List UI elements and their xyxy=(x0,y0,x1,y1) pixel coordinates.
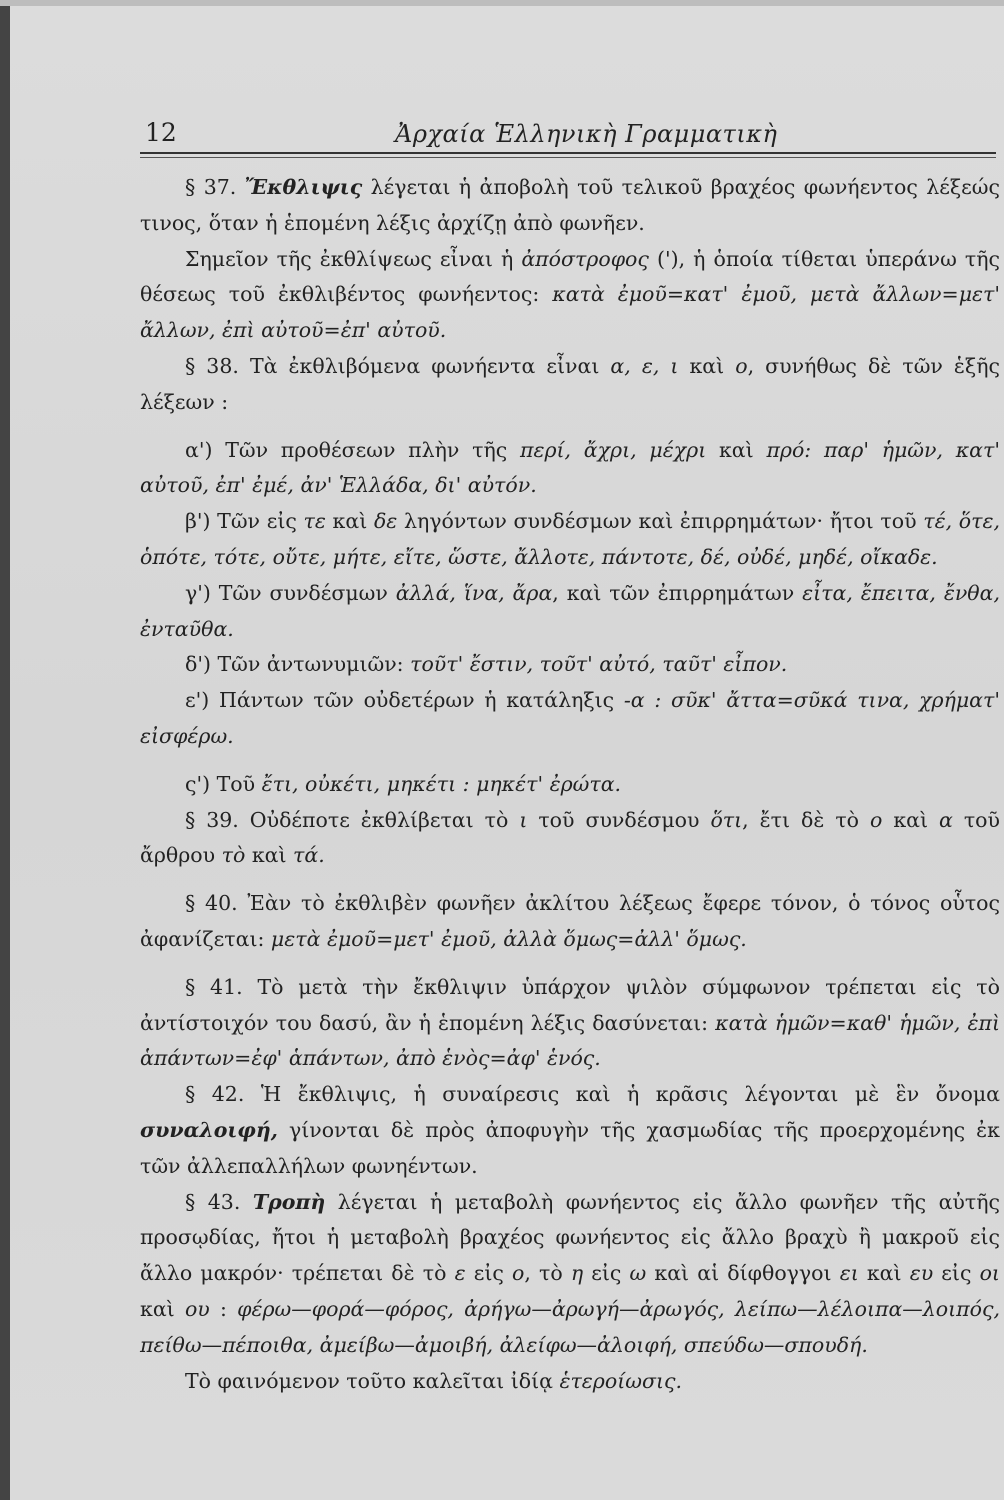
page-body xyxy=(140,170,1000,1399)
header-rule-thin xyxy=(140,157,996,158)
text-run: εἰς xyxy=(583,1261,630,1286)
paragraph-s38 xyxy=(140,349,1000,421)
text-run: καὶ xyxy=(325,509,374,534)
text-run: τοῦτ' ἔστιν, τοῦτ' αὐτό, ταῦτ' εἶπον. xyxy=(410,652,788,677)
text-run: τε xyxy=(303,509,326,534)
paragraph-s38e xyxy=(140,683,1000,755)
text-run: ληγόντων συνδέσμων καὶ ἐπιρρημάτων· ἤτοι τοῦ xyxy=(397,509,924,534)
text-run: § 40. Ἐὰν τὸ ἐκθλιβὲν φωνῆεν ἀκλίτου λέξεως ἔφερε τόνον, ὁ τόνος οὗτος ἀφανίζεται: xyxy=(140,891,1000,951)
text-run: ἔτι, οὐκέτι, μηκέτι : μηκέτ' ἐρώτα. xyxy=(261,771,622,796)
text-run: κατὰ ἡμῶν=καθ' ἡμῶν, ἐπὶ ἁπάντων=ἐφ' ἁπάντων, ἀπὸ ἑνὸς=ἀφ' ἑνός. xyxy=(140,1010,1000,1071)
paragraph-s38f xyxy=(140,767,1000,803)
text-run: ο xyxy=(735,353,748,378)
paragraph-s38c xyxy=(140,576,1000,648)
paragraph-s38d xyxy=(140,647,1000,683)
text-run: φέρω—φορά—φόρος, ἀρήγω—ἀρωγή—ἀρωγός, λείπω—λέλοιπα—λοιπός, πείθω—πέποιθα, ἀμείβω—ἀμοιβή, ἀλείφω—ἀλοιφή, σπεύδω—σπουδή. xyxy=(140,1296,1000,1357)
text-run: εἶτα, ἔπειτα, ἔνθα, ἐνταῦθα. xyxy=(140,580,1000,641)
text-run: κατὰ ἐμοῦ=κατ' ἐμοῦ, μετὰ ἄλλων=μετ' ἄλλων, ἐπὶ αὐτοῦ=ἐπ' αὐτοῦ. xyxy=(140,282,1000,343)
paragraph-s42 xyxy=(140,1077,1000,1184)
text-run: ς') Τοῦ xyxy=(185,771,262,796)
page-header xyxy=(140,118,996,152)
text-run: § 39. Οὐδέποτε ἐκθλίβεται τὸ xyxy=(185,807,520,832)
text-run: ευ xyxy=(909,1261,934,1286)
text-run: β') Τῶν εἰς xyxy=(185,509,304,534)
paragraph-s43 xyxy=(140,1185,1000,1364)
paragraph-s41 xyxy=(140,970,1000,1077)
text-run: δε xyxy=(373,509,398,534)
text-run: α xyxy=(939,807,953,832)
text-run: οι xyxy=(979,1261,1000,1286)
text-run: ω xyxy=(629,1261,647,1286)
text-run: ('), ἡ ὁποία τίθεται ὑπεράνω τῆς θέσεως τοῦ ἐκθλιβέντος φωνήεντος: xyxy=(140,246,1000,307)
page-number: 12 xyxy=(145,118,177,147)
text-run: , ἔτι δὲ τὸ xyxy=(742,807,871,832)
text-run: μετὰ ἐμοῦ=μετ' ἐμοῦ, ἀλλὰ ὅμως=ἀλλ' ὅμως. xyxy=(270,926,747,951)
paragraph-s43b xyxy=(140,1364,1000,1400)
text-run: , συνήθως δὲ τῶν ἑξῆς λέξεων : xyxy=(140,353,1000,414)
text-run: § 37. xyxy=(185,175,245,199)
paragraph-s37b xyxy=(140,242,1000,349)
text-run: ἀπόστροφος xyxy=(521,246,649,271)
text-run: , τὸ xyxy=(524,1261,571,1286)
text-run: ει xyxy=(839,1261,859,1286)
text-run: α, ε, ι xyxy=(610,353,679,378)
text-run: εἰς xyxy=(465,1261,512,1286)
text-run: δ') Τῶν ἀντωνυμιῶν: xyxy=(185,652,411,677)
text-run: § 43. xyxy=(185,1189,253,1214)
text-run: ο xyxy=(870,807,883,832)
text-run: § 42. Ἡ ἔκθλιψις, ἡ συναίρεσις καὶ ἡ κρᾶσις λέγονται μὲ ἓν ὄνομα xyxy=(185,1082,1000,1107)
text-run: ου xyxy=(184,1296,210,1321)
text-run: τά. xyxy=(293,843,325,868)
text-run: τὸ xyxy=(221,843,246,868)
text-run: η xyxy=(570,1261,584,1286)
paragraph-s37 xyxy=(140,170,1000,242)
text-run: λέγεται ἡ ἀποβολὴ τοῦ τελικοῦ βραχέος φωνήεντος λέξεώς τινος, ὅταν ἡ ἑπομένη λέξις ἀρχίζῃ ἀπὸ φωνῆεν. xyxy=(140,175,1001,235)
paragraph-s39 xyxy=(140,803,1000,875)
text-run: ε') Πάντων τῶν οὐδετέρων ἡ κατάληξις xyxy=(185,688,624,713)
paragraph-s40 xyxy=(140,886,1000,958)
text-run: ι xyxy=(519,807,528,832)
text-run: τέ, ὅτε, ὁπότε, τότε, οὔτε, μήτε, εἴτε, ὥστε, ἄλλοτε, πάντοτε, δέ, οὐδέ, μηδέ, οἴκαδε. xyxy=(140,509,1000,569)
text-run: ἀλλά, ἵνα, ἄρα xyxy=(395,580,553,605)
text-run: § 38. Τὰ ἐκθλιβόμενα φωνήεντα εἶναι xyxy=(185,353,611,378)
text-run: καὶ αἱ δίφθογγοι xyxy=(646,1261,840,1286)
text-run: γ') Τῶν συνδέσμων xyxy=(185,580,396,605)
text-run: Τροπὴ xyxy=(252,1189,326,1214)
text-run: γίνονται δὲ πρὸς ἀποφυγὴν τῆς χασμωδίας τῆς προερχομένης ἐκ τῶν ἀλλεπαλλήλων φωνηέντων. xyxy=(140,1117,1000,1178)
text-run: καὶ xyxy=(882,807,940,832)
text-run: Τὸ φαινόμενον τοῦτο καλεῖται ἰδίᾳ xyxy=(185,1368,560,1393)
text-run: λέγεται ἡ μεταβολὴ φωνήεντος εἰς ἄλλο φωνῆεν τῆς αὐτῆς προσῳδίας, ἤτοι ἡ μεταβολὴ βραχέος φωνήεντος εἰς ἄλλο βραχὺ ἢ μακροῦ εἰς ἄλλο μακρόν· τρέπεται δὲ τὸ xyxy=(140,1189,1000,1286)
text-run: καὶ xyxy=(858,1261,910,1286)
scan-edge xyxy=(0,0,10,1500)
text-run: πρό: παρ' ἡμῶν, κατ' αὐτοῦ, ἐπ' ἐμέ, ἀν' Ἑλλάδα, δι' αὐτόν. xyxy=(140,437,1000,498)
text-run: ε xyxy=(454,1261,466,1286)
text-run: περί, ἄχρι, μέχρι xyxy=(519,437,707,462)
text-run: ὅτι xyxy=(710,807,743,832)
running-title: Ἀρχαία Ἑλληνικὴ Γραμματικὴ xyxy=(395,120,778,148)
text-run: καὶ xyxy=(140,1296,185,1321)
text-run: § 41. Τὸ μετὰ τὴν ἔκθλιψιν ὑπάρχον ψιλὸν σύμφωνον τρέπεται εἰς τὸ ἀντίστοιχόν του δασύ, ἂν ἡ ἑπομένη λέξις δασύνεται: xyxy=(140,974,1000,1035)
header-rule xyxy=(140,152,996,154)
text-run: τοῦ ἄρθρου xyxy=(140,807,1000,868)
text-run: καὶ xyxy=(245,843,294,868)
text-run: ἑτεροίωσις. xyxy=(559,1368,682,1393)
paragraph-s38a xyxy=(140,433,1000,505)
text-run: , καὶ τῶν ἐπιρρημάτων xyxy=(552,580,803,605)
text-run: καὶ xyxy=(678,353,736,378)
text-run: α') Τῶν προθέσεων πλὴν τῆς xyxy=(185,437,520,462)
text-run: Ἔκθλιψις xyxy=(244,175,363,199)
text-run: ο xyxy=(512,1261,525,1286)
text-run: συναλοιφή, xyxy=(140,1117,278,1142)
text-run: -α : σῦκ' ἄττα=σῦκά τινα, χρήματ' εἰσφέρω. xyxy=(140,688,1000,748)
text-run: : xyxy=(209,1296,238,1321)
text-run: τοῦ συνδέσμου xyxy=(527,807,711,832)
text-run: καὶ xyxy=(706,437,767,462)
text-run: εἰς xyxy=(933,1261,980,1286)
scan-edge-top xyxy=(0,0,1004,6)
text-run: Σημεῖον τῆς ἐκθλίψεως εἶναι ἡ xyxy=(185,246,522,271)
paragraph-s38b xyxy=(140,504,1000,576)
